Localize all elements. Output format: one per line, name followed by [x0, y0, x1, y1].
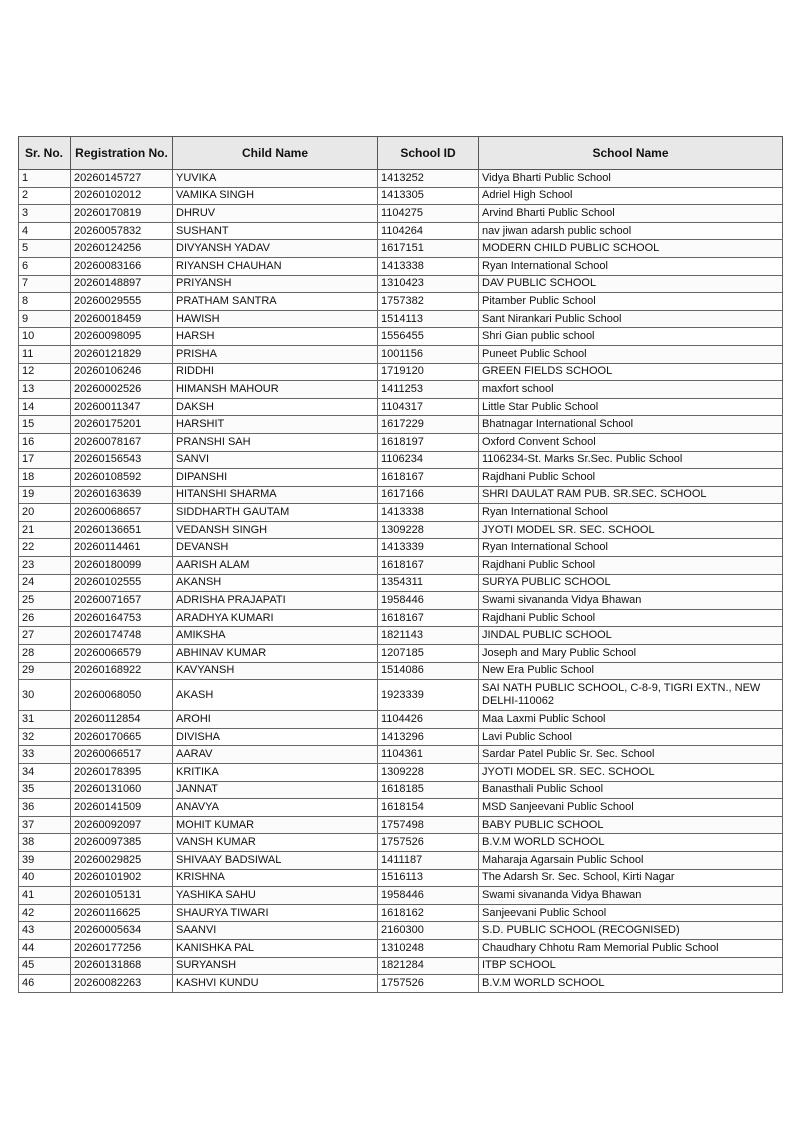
child-name-cell: AKASH	[173, 680, 378, 711]
sr-no-cell: 27	[19, 627, 71, 645]
sr-no-cell: 32	[19, 728, 71, 746]
school-id-cell: 1309228	[378, 764, 479, 782]
child-name-cell: RIDDHI	[173, 363, 378, 381]
school-name-cell: Little Star Public School	[479, 398, 783, 416]
sr-no-cell: 1	[19, 170, 71, 188]
school-id-cell: 1514086	[378, 662, 479, 680]
school-id-cell: 1310248	[378, 939, 479, 957]
school-id-cell: 1757498	[378, 816, 479, 834]
child-name-cell: SHIVAAY BADSIWAL	[173, 851, 378, 869]
table-row	[19, 816, 783, 834]
sr-no-cell: 3	[19, 205, 71, 223]
registration-no-cell: 20260114461	[71, 539, 173, 557]
sr-no-cell: 31	[19, 711, 71, 729]
school-name-cell: Arvind Bharti Public School	[479, 205, 783, 223]
school-name-cell: Maa Laxmi Public School	[479, 711, 783, 729]
registration-no-cell: 20260029825	[71, 851, 173, 869]
registration-no-cell: 20260082263	[71, 975, 173, 993]
school-name-cell: Puneet Public School	[479, 345, 783, 363]
school-id-cell: 1516113	[378, 869, 479, 887]
school-name-cell: DAV PUBLIC SCHOOL	[479, 275, 783, 293]
child-name-cell: DHRUV	[173, 205, 378, 223]
table-row	[19, 469, 783, 487]
allotment-list	[18, 136, 782, 993]
school-name-cell: JYOTI MODEL SR. SEC. SCHOOL	[479, 764, 783, 782]
school-id-cell: 1413252	[378, 170, 479, 188]
school-name-cell: S.D. PUBLIC SCHOOL (RECOGNISED)	[479, 922, 783, 940]
table-row	[19, 662, 783, 680]
school-name-cell: B.V.M WORLD SCHOOL	[479, 834, 783, 852]
school-id-cell: 1413305	[378, 187, 479, 205]
child-name-cell: ABHINAV KUMAR	[173, 645, 378, 663]
table-row	[19, 486, 783, 504]
table-row	[19, 170, 783, 188]
table-row	[19, 746, 783, 764]
school-id-cell: 1757526	[378, 834, 479, 852]
registration-no-cell: 20260180099	[71, 557, 173, 575]
registration-no-cell: 20260168922	[71, 662, 173, 680]
registration-no-cell: 20260163639	[71, 486, 173, 504]
table-row	[19, 609, 783, 627]
table-row	[19, 504, 783, 522]
school-name-cell: JINDAL PUBLIC SCHOOL	[479, 627, 783, 645]
table-row	[19, 222, 783, 240]
header-school-id: School ID	[378, 137, 479, 170]
sr-no-cell: 35	[19, 781, 71, 799]
registration-no-cell: 20260097385	[71, 834, 173, 852]
school-name-cell: GREEN FIELDS SCHOOL	[479, 363, 783, 381]
registration-no-cell: 20260178395	[71, 764, 173, 782]
school-id-cell: 1923339	[378, 680, 479, 711]
sr-no-cell: 40	[19, 869, 71, 887]
school-id-cell: 1514113	[378, 310, 479, 328]
table-row	[19, 764, 783, 782]
school-id-cell: 1618167	[378, 469, 479, 487]
table-row	[19, 834, 783, 852]
school-name-cell: MODERN CHILD PUBLIC SCHOOL	[479, 240, 783, 258]
table-row	[19, 398, 783, 416]
sr-no-cell: 39	[19, 851, 71, 869]
registration-no-cell: 20260164753	[71, 609, 173, 627]
school-id-cell: 1618154	[378, 799, 479, 817]
school-id-cell: 1757382	[378, 293, 479, 311]
school-name-cell: Joseph and Mary Public School	[479, 645, 783, 663]
school-name-cell: Ryan International School	[479, 539, 783, 557]
school-name-cell: JYOTI MODEL SR. SEC. SCHOOL	[479, 521, 783, 539]
table-row	[19, 957, 783, 975]
sr-no-cell: 18	[19, 469, 71, 487]
school-id-cell: 1618167	[378, 609, 479, 627]
school-name-cell: Ryan International School	[479, 257, 783, 275]
child-name-cell: ARADHYA KUMARI	[173, 609, 378, 627]
school-name-cell: Sant Nirankari Public School	[479, 310, 783, 328]
sr-no-cell: 4	[19, 222, 71, 240]
table-row	[19, 728, 783, 746]
school-name-cell: Shri Gian public school	[479, 328, 783, 346]
school-name-cell: Pitamber Public School	[479, 293, 783, 311]
school-id-cell: 1413296	[378, 728, 479, 746]
table-row	[19, 851, 783, 869]
school-name-cell: Chaudhary Chhotu Ram Memorial Public School	[479, 939, 783, 957]
registration-no-cell: 20260121829	[71, 345, 173, 363]
registration-no-cell: 20260018459	[71, 310, 173, 328]
registration-no-cell: 20260101902	[71, 869, 173, 887]
table-row	[19, 451, 783, 469]
header-registration-no: Registration No.	[71, 137, 173, 170]
registration-no-cell: 20260124256	[71, 240, 173, 258]
table-row	[19, 363, 783, 381]
school-name-cell: Rajdhani Public School	[479, 557, 783, 575]
school-id-cell: 1958446	[378, 592, 479, 610]
table-row	[19, 557, 783, 575]
school-name-cell: Bhatnagar International School	[479, 416, 783, 434]
sr-no-cell: 46	[19, 975, 71, 993]
school-id-cell: 1104426	[378, 711, 479, 729]
school-name-cell: Banasthali Public School	[479, 781, 783, 799]
table-row	[19, 539, 783, 557]
sr-no-cell: 24	[19, 574, 71, 592]
sr-no-cell: 5	[19, 240, 71, 258]
school-id-cell: 1618167	[378, 557, 479, 575]
school-id-cell: 1618197	[378, 433, 479, 451]
school-name-cell: BABY PUBLIC SCHOOL	[479, 816, 783, 834]
school-name-cell: MSD Sanjeevani Public School	[479, 799, 783, 817]
registration-no-cell: 20260002526	[71, 381, 173, 399]
school-id-cell: 1104317	[378, 398, 479, 416]
sr-no-cell: 34	[19, 764, 71, 782]
sr-no-cell: 38	[19, 834, 71, 852]
registration-no-cell: 20260116625	[71, 904, 173, 922]
sr-no-cell: 29	[19, 662, 71, 680]
sr-no-cell: 6	[19, 257, 71, 275]
sr-no-cell: 17	[19, 451, 71, 469]
child-name-cell: DIVYANSH YADAV	[173, 240, 378, 258]
sr-no-cell: 14	[19, 398, 71, 416]
sr-no-cell: 26	[19, 609, 71, 627]
table-row	[19, 975, 783, 993]
sr-no-cell: 33	[19, 746, 71, 764]
child-name-cell: HAWISH	[173, 310, 378, 328]
registration-no-cell: 20260102012	[71, 187, 173, 205]
school-name-cell: Rajdhani Public School	[479, 469, 783, 487]
registration-no-cell: 20260170665	[71, 728, 173, 746]
header-school-name: School Name	[479, 137, 783, 170]
school-name-cell: The Adarsh Sr. Sec. School, Kirti Nagar	[479, 869, 783, 887]
school-name-cell: Lavi Public School	[479, 728, 783, 746]
school-name-cell: SHRI DAULAT RAM PUB. SR.SEC. SCHOOL	[479, 486, 783, 504]
registration-no-cell: 20260068657	[71, 504, 173, 522]
child-name-cell: YASHIKA SAHU	[173, 887, 378, 905]
child-name-cell: KRITIKA	[173, 764, 378, 782]
registration-no-cell: 20260131868	[71, 957, 173, 975]
child-name-cell: SUSHANT	[173, 222, 378, 240]
school-id-cell: 1413338	[378, 504, 479, 522]
school-name-cell: Sanjeevani Public School	[479, 904, 783, 922]
school-name-cell: SAI NATH PUBLIC SCHOOL, C-8-9, TIGRI EXTN., NEW DELHI-110062	[479, 680, 783, 711]
school-id-cell: 1104264	[378, 222, 479, 240]
registration-no-cell: 20260092097	[71, 816, 173, 834]
table-row	[19, 680, 783, 711]
registration-no-cell: 20260078167	[71, 433, 173, 451]
table-row	[19, 240, 783, 258]
table-row	[19, 939, 783, 957]
registration-no-cell: 20260131060	[71, 781, 173, 799]
sr-no-cell: 25	[19, 592, 71, 610]
sr-no-cell: 9	[19, 310, 71, 328]
child-name-cell: HITANSHI SHARMA	[173, 486, 378, 504]
registration-no-cell: 20260005634	[71, 922, 173, 940]
sr-no-cell: 23	[19, 557, 71, 575]
sr-no-cell: 15	[19, 416, 71, 434]
registration-no-cell: 20260057832	[71, 222, 173, 240]
school-id-cell: 1618162	[378, 904, 479, 922]
child-name-cell: SURYANSH	[173, 957, 378, 975]
table-row	[19, 904, 783, 922]
sr-no-cell: 41	[19, 887, 71, 905]
table-row	[19, 310, 783, 328]
table-row	[19, 592, 783, 610]
school-id-cell: 1821284	[378, 957, 479, 975]
table-row	[19, 433, 783, 451]
school-id-cell: 1354311	[378, 574, 479, 592]
school-id-cell: 1413338	[378, 257, 479, 275]
sr-no-cell: 13	[19, 381, 71, 399]
school-name-cell: 1106234-St. Marks Sr.Sec. Public School	[479, 451, 783, 469]
child-name-cell: DIPANSHI	[173, 469, 378, 487]
sr-no-cell: 11	[19, 345, 71, 363]
school-name-cell: maxfort school	[479, 381, 783, 399]
table-row	[19, 521, 783, 539]
child-name-cell: AMIKSHA	[173, 627, 378, 645]
child-name-cell: SAANVI	[173, 922, 378, 940]
school-id-cell: 1757526	[378, 975, 479, 993]
child-name-cell: HARSHIT	[173, 416, 378, 434]
sr-no-cell: 22	[19, 539, 71, 557]
table-body	[19, 170, 783, 993]
child-name-cell: HIMANSH MAHOUR	[173, 381, 378, 399]
registration-no-cell: 20260066579	[71, 645, 173, 663]
child-name-cell: ANAVYA	[173, 799, 378, 817]
table-row	[19, 869, 783, 887]
school-name-cell: Adriel High School	[479, 187, 783, 205]
child-name-cell: VANSH KUMAR	[173, 834, 378, 852]
child-name-cell: VAMIKA SINGH	[173, 187, 378, 205]
table-row	[19, 275, 783, 293]
school-id-cell: 1821143	[378, 627, 479, 645]
table-row	[19, 205, 783, 223]
school-id-cell: 1104275	[378, 205, 479, 223]
sr-no-cell: 42	[19, 904, 71, 922]
school-name-cell: Maharaja Agarsain Public School	[479, 851, 783, 869]
sr-no-cell: 45	[19, 957, 71, 975]
school-id-cell: 1556455	[378, 328, 479, 346]
school-name-cell: Swami sivananda Vidya Bhawan	[479, 887, 783, 905]
child-name-cell: AARISH ALAM	[173, 557, 378, 575]
sr-no-cell: 21	[19, 521, 71, 539]
child-name-cell: JANNAT	[173, 781, 378, 799]
child-name-cell: KASHVI KUNDU	[173, 975, 378, 993]
sr-no-cell: 43	[19, 922, 71, 940]
table-row	[19, 416, 783, 434]
table-row	[19, 293, 783, 311]
child-name-cell: DEVANSH	[173, 539, 378, 557]
child-name-cell: YUVIKA	[173, 170, 378, 188]
school-name-cell: nav jiwan adarsh public school	[479, 222, 783, 240]
table-row	[19, 574, 783, 592]
school-name-cell: SURYA PUBLIC SCHOOL	[479, 574, 783, 592]
child-name-cell: SANVI	[173, 451, 378, 469]
registration-no-cell: 20260175201	[71, 416, 173, 434]
table-row	[19, 381, 783, 399]
registration-no-cell: 20260098095	[71, 328, 173, 346]
child-name-cell: AROHI	[173, 711, 378, 729]
sr-no-cell: 16	[19, 433, 71, 451]
school-name-cell: Rajdhani Public School	[479, 609, 783, 627]
child-name-cell: PRANSHI SAH	[173, 433, 378, 451]
sr-no-cell: 10	[19, 328, 71, 346]
registration-no-cell: 20260029555	[71, 293, 173, 311]
school-name-cell: New Era Public School	[479, 662, 783, 680]
table-row	[19, 187, 783, 205]
school-name-cell: Ryan International School	[479, 504, 783, 522]
sr-no-cell: 7	[19, 275, 71, 293]
child-name-cell: KRISHNA	[173, 869, 378, 887]
registration-no-cell: 20260071657	[71, 592, 173, 610]
school-id-cell: 1958446	[378, 887, 479, 905]
sr-no-cell: 8	[19, 293, 71, 311]
sr-no-cell: 28	[19, 645, 71, 663]
registration-no-cell: 20260136651	[71, 521, 173, 539]
sr-no-cell: 37	[19, 816, 71, 834]
registration-no-cell: 20260066517	[71, 746, 173, 764]
child-name-cell: ADRISHA PRAJAPATI	[173, 592, 378, 610]
child-name-cell: MOHIT KUMAR	[173, 816, 378, 834]
registration-no-cell: 20260145727	[71, 170, 173, 188]
school-id-cell: 1719120	[378, 363, 479, 381]
child-name-cell: PRATHAM SANTRA	[173, 293, 378, 311]
school-id-cell: 1310423	[378, 275, 479, 293]
school-name-cell: ITBP SCHOOL	[479, 957, 783, 975]
school-name-cell: B.V.M WORLD SCHOOL	[479, 975, 783, 993]
table-row	[19, 922, 783, 940]
school-id-cell: 1617229	[378, 416, 479, 434]
table-row	[19, 887, 783, 905]
child-name-cell: SIDDHARTH GAUTAM	[173, 504, 378, 522]
school-id-cell: 2160300	[378, 922, 479, 940]
sr-no-cell: 19	[19, 486, 71, 504]
school-id-cell: 1106234	[378, 451, 479, 469]
registration-no-cell: 20260148897	[71, 275, 173, 293]
registration-no-cell: 20260102555	[71, 574, 173, 592]
header-sr-no: Sr. No.	[19, 137, 71, 170]
allotment-table	[18, 136, 783, 993]
sr-no-cell: 2	[19, 187, 71, 205]
child-name-cell: RIYANSH CHAUHAN	[173, 257, 378, 275]
school-name-cell: Oxford Convent School	[479, 433, 783, 451]
child-name-cell: PRIYANSH	[173, 275, 378, 293]
sr-no-cell: 30	[19, 680, 71, 711]
child-name-cell: DAKSH	[173, 398, 378, 416]
school-id-cell: 1413339	[378, 539, 479, 557]
registration-no-cell: 20260106246	[71, 363, 173, 381]
table-row	[19, 345, 783, 363]
child-name-cell: HARSH	[173, 328, 378, 346]
child-name-cell: VEDANSH SINGH	[173, 521, 378, 539]
sr-no-cell: 44	[19, 939, 71, 957]
table-row	[19, 711, 783, 729]
school-id-cell: 1207185	[378, 645, 479, 663]
school-name-cell: Sardar Patel Public Sr. Sec. School	[479, 746, 783, 764]
table-row	[19, 257, 783, 275]
table-row	[19, 799, 783, 817]
child-name-cell: KAVYANSH	[173, 662, 378, 680]
child-name-cell: AARAV	[173, 746, 378, 764]
child-name-cell: DIVISHA	[173, 728, 378, 746]
school-name-cell: Swami sivananda Vidya Bhawan	[479, 592, 783, 610]
child-name-cell: PRISHA	[173, 345, 378, 363]
school-id-cell: 1618185	[378, 781, 479, 799]
child-name-cell: SHAURYA TIWARI	[173, 904, 378, 922]
child-name-cell: AKANSH	[173, 574, 378, 592]
header-child-name: Child Name	[173, 137, 378, 170]
table-row	[19, 781, 783, 799]
sr-no-cell: 36	[19, 799, 71, 817]
table-row	[19, 328, 783, 346]
table-row	[19, 645, 783, 663]
header-row	[19, 137, 783, 170]
registration-no-cell: 20260170819	[71, 205, 173, 223]
registration-no-cell: 20260156543	[71, 451, 173, 469]
child-name-cell: KANISHKA PAL	[173, 939, 378, 957]
school-name-cell: Vidya Bharti Public School	[479, 170, 783, 188]
school-id-cell: 1411253	[378, 381, 479, 399]
registration-no-cell: 20260174748	[71, 627, 173, 645]
school-id-cell: 1309228	[378, 521, 479, 539]
school-id-cell: 1617166	[378, 486, 479, 504]
registration-no-cell: 20260141509	[71, 799, 173, 817]
registration-no-cell: 20260177256	[71, 939, 173, 957]
registration-no-cell: 20260068050	[71, 680, 173, 711]
school-id-cell: 1001156	[378, 345, 479, 363]
sr-no-cell: 20	[19, 504, 71, 522]
registration-no-cell: 20260105131	[71, 887, 173, 905]
table-row	[19, 627, 783, 645]
sr-no-cell: 12	[19, 363, 71, 381]
registration-no-cell: 20260108592	[71, 469, 173, 487]
school-id-cell: 1617151	[378, 240, 479, 258]
registration-no-cell: 20260112854	[71, 711, 173, 729]
registration-no-cell: 20260083166	[71, 257, 173, 275]
school-id-cell: 1411187	[378, 851, 479, 869]
school-id-cell: 1104361	[378, 746, 479, 764]
registration-no-cell: 20260011347	[71, 398, 173, 416]
